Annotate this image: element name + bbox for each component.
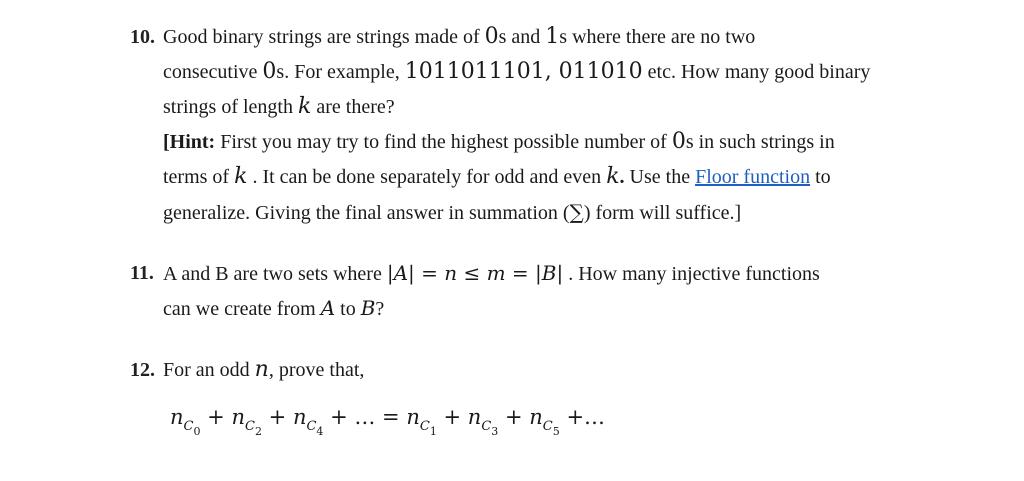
q10-line-3: strings of length k are there? bbox=[163, 94, 395, 119]
question-number-11: 11. bbox=[130, 262, 154, 284]
q10-line-2: consecutive 0s. For example, 1011011101, 011010 etc. How many good binary bbox=[163, 59, 871, 84]
q10-hint-line-3: generalize. Giving the final answer in summation (∑) form will suffice.] bbox=[163, 200, 742, 224]
question-number-12: 12. bbox=[130, 359, 155, 381]
q12-line-1: For an odd n, prove that, bbox=[163, 357, 365, 382]
q10-hint-line-2: terms of k . It can be done separately for odd and even k. Use the Floor function to bbox=[163, 164, 831, 189]
binomial-identity-equation: $n_{C_0} + n_{C_2} + n_{C_4}$ + … = $n_{C_1} + n_{C_3} + n_{C_5}$ +… bbox=[170, 405, 606, 438]
q10-hint-line-1: [Hint: First you may try to find the highest possible number of 0s in such strings in bbox=[163, 129, 835, 154]
question-number-10: 10. bbox=[130, 26, 155, 48]
q11-line-2: can we create from A to B? bbox=[163, 296, 385, 320]
q11-line-1: A and B are two sets where |A| = n ≤ m = |B| . How many injective functions bbox=[163, 261, 820, 285]
cardinality-expression: |A| = n ≤ m = |B| bbox=[386, 261, 564, 285]
sigma-symbol: ∑ bbox=[569, 200, 584, 224]
floor-function-link[interactable]: Floor function bbox=[695, 166, 811, 188]
q10-line-1: Good binary strings are strings made of 0s and 1s where there are no two bbox=[163, 24, 756, 49]
